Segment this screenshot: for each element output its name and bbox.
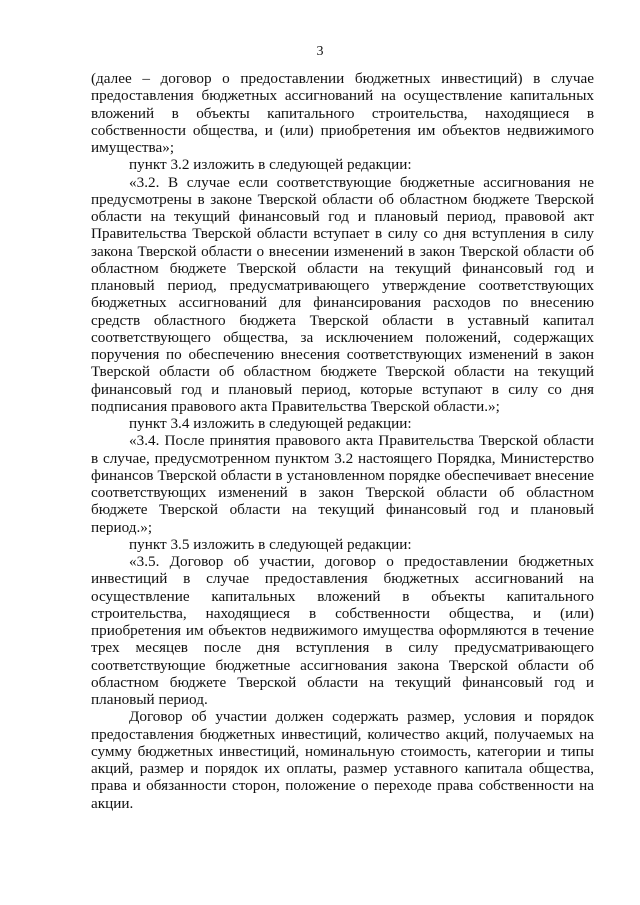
paragraph-amendment-3-2-intro: пункт 3.2 изложить в следующей редакции:	[129, 156, 412, 174]
paragraph-continuation: (далее – договор о предоставлении бюджетных инвестиций) в случае предоставления бюджетных ассигнований на осуществление капитальных вложений в объекты капитального строительства, находящиеся в собственности общества, и (или) приобретения им объектов недвижимого имущества»;	[91, 70, 594, 156]
paragraph-clause-3-5-contract-terms: Договор об участии должен содержать размер, условия и порядок предоставления бюджетных инвестиций, количество акций, получаемых на сумму бюджетных инвестиций, номинальную стоимость, категории и типы акций, размер и порядок их оплаты, размер уставного капитала общества, права и обязанности сторон, положение о переходе права собственности на акции.	[91, 708, 594, 812]
document-body	[91, 70, 594, 812]
paragraph-clause-3-5: «3.5. Договор об участии, договор о предоставлении бюджетных инвестиций в случае предоставления бюджетных ассигнований на осуществление капитальных вложений в объекты капитального строительства, находящиеся в собственности общества, и (или) приобретения им объектов недвижимого имущества оформляются в течение трех месяцев после дня вступления в силу предусматривающего соответствующие бюджетные ассигнования закона Тверской области об областном бюджете Тверской области на текущий финансовый год и плановый период.	[91, 553, 594, 708]
paragraph-amendment-3-5-intro: пункт 3.5 изложить в следующей редакции:	[129, 535, 412, 553]
page-number: 3	[316, 44, 324, 59]
paragraph-amendment-3-4-intro: пункт 3.4 изложить в следующей редакции:	[129, 415, 412, 432]
paragraph-clause-3-2: «3.2. В случае если соответствующие бюджетные ассигнования не предусмотрены в законе Тверской области об областном бюджете Тверской области на текущий финансовый год и плановый период, правовой акт Правительства Тверской области вступает в силу со дня вступления в силу закона Тверской области о внесении изменений в закон Тверской области об областном бюджете Тверской области на текущий финансовый год и плановый период, предусматривающего утверждение соответствующих бюджетных ассигнований для финансирования расходов по внесению средств областного бюджета Тверской области в уставный капитал соответствующего общества, за исключением положений, содержащих поручения по обеспечению внесения соответствующих изменений в закон Тверской области об областном бюджете Тверской области на текущий финансовый год и плановый период, которые вступают в силу со дня подписания правового акта Правительства Тверской области.»;	[91, 173, 594, 415]
paragraph-clause-3-4: «3.4. После принятия правового акта Правительства Тверской области в случае, предусмотренном пунктом 3.2 настоящего Порядка, Министерство финансов Тверской области в установленном порядке обеспечивает внесение соответствующих изменений в закон Тверской области об областном бюджете Тверской области на текущий финансовый год и плановый период.»;	[91, 432, 594, 536]
